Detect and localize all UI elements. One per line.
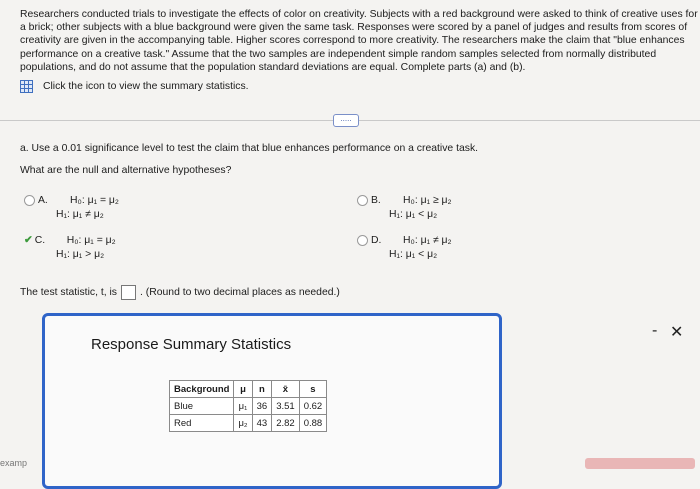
option-d[interactable] xyxy=(357,234,452,262)
summary-stats-text[interactable]: Click the icon to view the summary statistics. xyxy=(43,81,249,92)
test-statistic-suffix: . (Round to two decimal places as needed.) xyxy=(140,287,340,298)
summary-stats-table xyxy=(169,380,327,432)
table-row xyxy=(170,415,327,432)
cell-n: 43 xyxy=(252,415,272,432)
table-row xyxy=(170,398,327,415)
cell-background: Red xyxy=(170,415,234,432)
cell-s: 0.88 xyxy=(299,415,327,432)
cell-mu: μ₁ xyxy=(234,398,252,415)
header-mu: μ xyxy=(234,381,252,398)
table-header-row xyxy=(170,381,327,398)
option-b-h1: H₁: μ₁ < μ₂ xyxy=(389,209,438,220)
option-b[interactable] xyxy=(357,194,452,222)
header-background: Background xyxy=(170,381,234,398)
header-n: n xyxy=(252,381,272,398)
part-a-instruction: a. Use a 0.01 significance level to test the claim that blue enhances performance on a creative task. xyxy=(20,143,479,154)
option-c-label: C. xyxy=(34,235,46,246)
option-d-h0: H₀: μ₁ ≠ μ₂ xyxy=(403,235,452,246)
table-icon[interactable] xyxy=(20,80,33,93)
checkmark-icon: ✔ xyxy=(24,235,33,246)
test-statistic-prefix: The test statistic, t, is xyxy=(20,287,118,298)
option-c[interactable] xyxy=(24,234,116,262)
option-d-radio[interactable] xyxy=(357,235,368,246)
cell-mu: μ₂ xyxy=(234,415,252,432)
option-a-radio[interactable] xyxy=(24,195,35,206)
option-c-h0: H₀: μ₁ = μ₂ xyxy=(66,235,116,246)
expand-more-button[interactable]: ..... xyxy=(333,114,359,127)
option-b-radio[interactable] xyxy=(357,195,368,206)
test-statistic-row xyxy=(20,285,340,300)
problem-text: Researchers conducted trials to investigate the effects of color on creativity. Subjects with a red background were asked to think of creative uses for a brick; other subjects with a blue background were given the same task. Responses were scored by a panel of judges and results from scores of creativity are given in the accompanying table. Higher scores correspond to more creativity. The researchers make the claim that "blue enhances performance on a creative task." Assume that the two samples are independent simple random samples selected from normally distributed populations, and do not assume that the population standard deviations are equal. Complete parts (a) and (b). xyxy=(20,9,698,73)
option-d-label: D. xyxy=(371,235,382,246)
header-s: s xyxy=(299,381,327,398)
close-icon[interactable]: ✕ xyxy=(670,324,684,341)
cell-xbar: 2.82 xyxy=(272,415,300,432)
option-d-h1: H₁: μ₁ < μ₂ xyxy=(389,249,438,260)
summary-stats-link[interactable] xyxy=(20,80,249,93)
cell-xbar: 3.51 xyxy=(272,398,300,415)
cell-s: 0.62 xyxy=(299,398,327,415)
test-statistic-input[interactable] xyxy=(121,285,136,300)
option-b-h0: H₀: μ₁ ≥ μ₂ xyxy=(403,195,452,206)
cell-background: Blue xyxy=(170,398,234,415)
option-a[interactable] xyxy=(24,194,119,222)
option-c-h1: H₁: μ₁ > μ₂ xyxy=(56,249,105,260)
problem-statement xyxy=(20,8,700,74)
header-xbar: x̄ xyxy=(272,381,300,398)
option-a-h0: H₀: μ₁ = μ₂ xyxy=(70,195,119,206)
option-a-label: A. xyxy=(38,195,48,206)
option-b-label: B. xyxy=(371,195,381,206)
option-a-h1: H₁: μ₁ ≠ μ₂ xyxy=(56,209,104,220)
footer-button[interactable] xyxy=(585,458,695,469)
hypotheses-question: What are the null and alternative hypotheses? xyxy=(20,165,232,176)
summary-stats-dialog xyxy=(42,313,502,489)
dialog-title: Response Summary Statistics xyxy=(91,336,292,353)
footer-text: examp xyxy=(0,458,28,468)
cell-n: 36 xyxy=(252,398,272,415)
minimize-button[interactable]: - xyxy=(652,322,658,339)
